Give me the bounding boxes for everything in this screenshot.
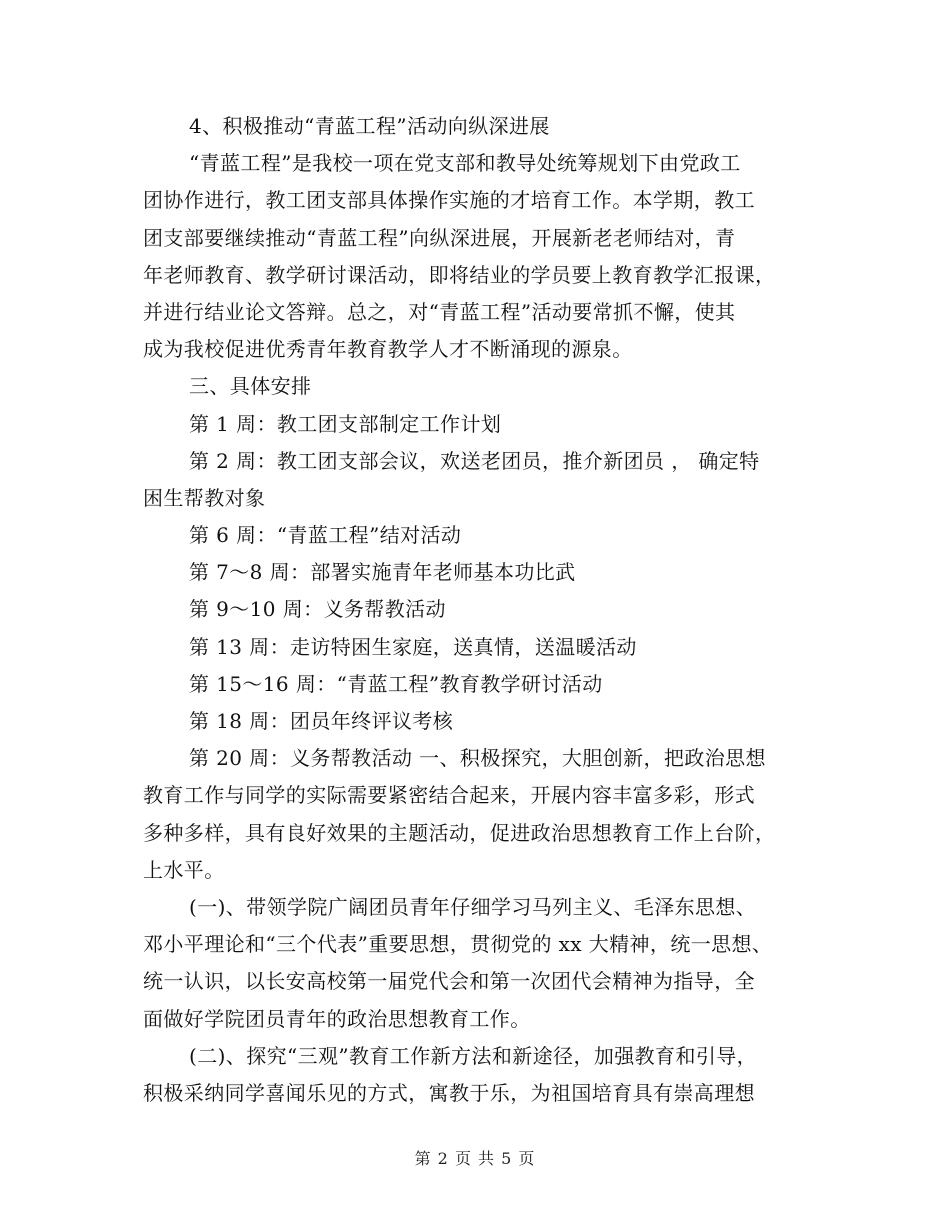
schedule-item: 第 9～10 周：义务帮教活动 [189,597,446,622]
schedule-item: 第 15～16 周：“青蓝工程”教育教学研讨活动 [189,671,603,696]
paragraph-line: (二)、探究“三观”教育工作新方法和新途径，加强教育和引导， [189,1043,758,1068]
paragraph-line: 团支部要继续推动“青蓝工程”向纵深进展，开展新老老师结对，青 [143,225,736,250]
schedule-item: 第 7～8 周：部署实施青年老师基本功比武 [189,560,576,585]
schedule-item: 第 1 周：教工团支部制定工作计划 [189,411,502,436]
schedule-item: 第 20 周：义务帮教活动 一、积极探究，大胆创新，把政治思想 [189,746,766,771]
paragraph-line: 上水平。 [143,857,225,882]
section-heading-schedule: 三、具体安排 [189,374,312,399]
schedule-item-continued: 困生帮教对象 [143,485,266,510]
schedule-item: 第 6 周：“青蓝工程”结对活动 [189,523,462,548]
heading-4-qinglan: 4、积极推动“青蓝工程”活动向纵深进展 [189,114,550,138]
paragraph-line: (一)、带领学院广阔团员青年仔细学习马列主义、毛泽东思想、 [189,894,757,919]
paragraph-line: 多种多样，具有良好效果的主题活动，促进政治思想教育工作上台阶， [143,820,776,845]
paragraph-line: 邓小平理论和“三个代表”重要思想，贯彻党的 xx 大精神，统一思想、 [143,932,773,957]
paragraph-line: 团协作进行，教工团支部具体操作实施的才培育工作。本学期，教工 [143,188,755,213]
paragraph-line: 面做好学院团员青年的政治思想教育工作。 [143,1006,531,1031]
paragraph-line: 统一认识，以长安高校第一届党代会和第一次团代会精神为指导，全 [143,969,755,994]
schedule-item: 第 2 周：教工团支部会议，欢送老团员，推介新团员 ， 确定特 [189,448,760,473]
page-number-footer: 第 2 页 共 5 页 [414,1149,536,1168]
paragraph-line: “青蓝工程”是我校一项在党支部和教导处统筹规划下由党政工 [189,151,741,176]
schedule-item: 第 13 周：走访特困生家庭，送真情，送温暖活动 [189,634,637,659]
paragraph-line: 积极采纳同学喜闻乐见的方式，寓教于乐，为祖国培育具有崇高理想 [143,1080,755,1105]
schedule-item: 第 18 周：团员年终评议考核 [189,709,454,733]
document-body [143,108,815,1112]
paragraph-line: 并进行结业论文答辩。总之，对“青蓝工程”活动要常抓不懈，使其 [143,299,736,324]
paragraph-line: 教育工作与同学的实际需要紧密结合起来，开展内容丰富多彩，形式 [143,783,755,808]
paragraph-line: 成为我校促进优秀青年教育教学人才不断涌现的源泉。 [143,337,633,362]
paragraph-line: 年老师教育、教学研讨课活动，即将结业的学员要上教育教学汇报课， [143,262,776,287]
